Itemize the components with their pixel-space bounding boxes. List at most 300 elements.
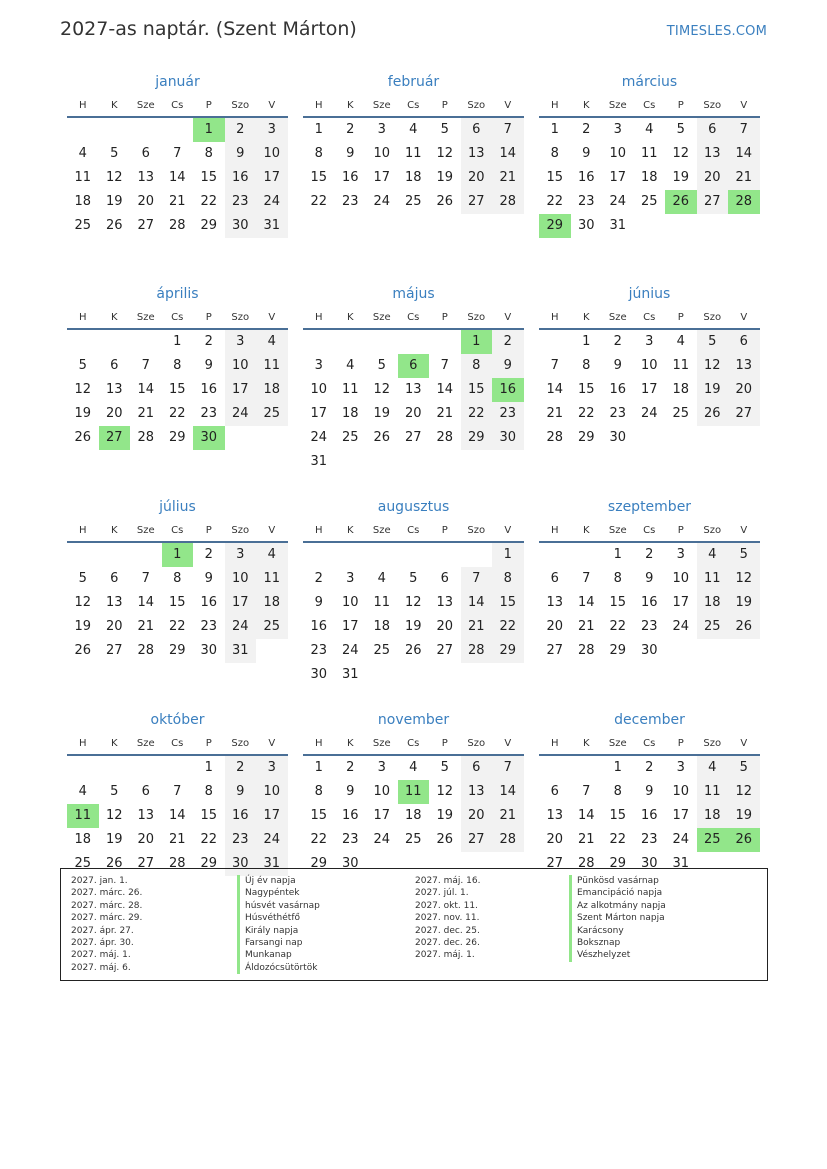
month-name: május: [392, 286, 435, 302]
day-cell: 17: [341, 619, 359, 634]
day-cell: 18: [404, 170, 422, 185]
holiday-day-cell: 1: [162, 543, 194, 567]
day-cell: 20: [697, 166, 729, 190]
day-cell: 3: [676, 760, 685, 775]
weekday-label: Cs: [171, 100, 184, 111]
day-cell: 16: [640, 808, 658, 823]
day-blank: [99, 543, 131, 567]
day-cell: 24: [310, 430, 328, 445]
day-cell: 25: [697, 615, 729, 639]
day-cell: 30: [310, 667, 328, 682]
month-name: február: [387, 74, 440, 90]
day-cell: 27: [546, 643, 564, 658]
day-cell: 26: [728, 615, 760, 639]
day-cell: 13: [728, 354, 760, 378]
weekday-label: Cs: [407, 312, 420, 323]
weekday-label: V: [504, 312, 512, 323]
day-cell: 16: [225, 166, 257, 190]
day-blank: [67, 756, 99, 780]
day-cell: 11: [697, 567, 729, 591]
weekday-label: Cs: [643, 738, 656, 749]
day-cell: 2: [346, 122, 355, 137]
day-cell: 27: [461, 828, 493, 852]
month-name: március: [621, 74, 678, 90]
day-cell: 5: [78, 571, 87, 586]
day-cell: 18: [640, 170, 658, 185]
day-cell: 1: [550, 122, 559, 137]
day-blank: [67, 330, 99, 354]
weekday-label: V: [268, 738, 276, 749]
day-cell: 11: [640, 146, 658, 161]
weekday-label: P: [677, 312, 684, 323]
day-cell: 28: [461, 639, 493, 663]
day-cell: 22: [546, 194, 564, 209]
day-cell: 20: [546, 619, 564, 634]
day-blank: [67, 118, 99, 142]
month-3: [67, 284, 288, 497]
day-cell: 3: [225, 543, 257, 567]
legend-holiday-name: Vészhelyzet: [569, 949, 666, 961]
day-cell: 13: [105, 382, 123, 397]
day-cell: 9: [225, 142, 257, 166]
day-cell: 7: [461, 567, 493, 591]
day-cell: 31: [310, 454, 328, 469]
weekday-header: [67, 94, 288, 118]
day-cell: 19: [436, 808, 454, 823]
weekday-label: P: [677, 100, 684, 111]
weekday-label: K: [346, 312, 354, 323]
day-cell: 28: [137, 430, 155, 445]
month-row: [67, 72, 760, 284]
weekday-label: Cs: [171, 738, 184, 749]
holiday-day-cell: 6: [398, 354, 430, 378]
day-cell: 29: [200, 856, 218, 871]
day-cell: 22: [310, 194, 328, 209]
day-cell: 9: [492, 354, 524, 378]
legend-holiday-name: Farsangi nap: [237, 937, 320, 949]
day-cell: 27: [697, 190, 729, 214]
day-cell: 2: [346, 760, 355, 775]
day-cell: 7: [728, 118, 760, 142]
day-cell: 15: [461, 378, 493, 402]
weekday-label: V: [740, 100, 748, 111]
day-blank: [162, 118, 194, 142]
month-7: [303, 497, 524, 710]
weekday-label: K: [582, 312, 590, 323]
weekday-label: Szo: [231, 100, 250, 111]
day-cell: 22: [168, 619, 186, 634]
day-cell: 12: [436, 146, 454, 161]
weekday-label: K: [110, 525, 118, 536]
day-cell: 16: [609, 382, 627, 397]
weekday-label: Szo: [703, 738, 722, 749]
weekday-label: P: [441, 525, 448, 536]
day-cell: 15: [168, 595, 186, 610]
day-cell: 15: [492, 591, 524, 615]
day-cell: 14: [436, 382, 454, 397]
day-cell: 30: [577, 218, 595, 233]
day-cell: 20: [436, 619, 454, 634]
day-cell: 2: [492, 330, 524, 354]
day-cell: 26: [74, 430, 92, 445]
day-cell: 10: [640, 358, 658, 373]
day-blank: [398, 330, 430, 354]
weekday-label: H: [550, 312, 559, 323]
weekday-label: Szo: [467, 738, 486, 749]
day-cell: 8: [550, 146, 559, 161]
day-blank: [162, 756, 194, 780]
day-cell: 3: [256, 756, 288, 780]
month-name: április: [156, 286, 199, 302]
day-cell: 13: [404, 382, 422, 397]
day-cell: 6: [141, 146, 150, 161]
month-name: augusztus: [377, 499, 450, 515]
day-cell: 31: [256, 214, 288, 238]
day-cell: 27: [404, 430, 422, 445]
day-cell: 28: [168, 856, 186, 871]
day-cell: 10: [225, 567, 257, 591]
day-cell: 2: [613, 334, 622, 349]
weekday-label: H: [314, 525, 323, 536]
day-cell: 2: [314, 571, 323, 586]
day-cell: 19: [373, 406, 391, 421]
day-cell: 12: [728, 567, 760, 591]
calendar-grid: [67, 72, 760, 922]
day-cell: 17: [310, 406, 328, 421]
day-blank: [130, 756, 162, 780]
day-cell: 11: [373, 595, 391, 610]
day-cell: 1: [173, 334, 182, 349]
legend-names-left: [237, 875, 320, 974]
weekday-label: K: [582, 738, 590, 749]
day-cell: 12: [373, 382, 391, 397]
day-blank: [303, 330, 335, 354]
day-cell: 31: [341, 667, 359, 682]
day-cell: 27: [105, 643, 123, 658]
day-cell: 7: [492, 118, 524, 142]
day-cell: 5: [697, 330, 729, 354]
day-cell: 5: [409, 571, 418, 586]
day-blank: [335, 330, 367, 354]
weekday-label: Sze: [372, 738, 391, 749]
day-cell: 7: [173, 784, 182, 799]
weekday-label: Cs: [407, 525, 420, 536]
legend-holiday-name: Boksznap: [569, 937, 666, 949]
weekday-label: P: [205, 738, 212, 749]
day-cell: 8: [314, 784, 323, 799]
day-cell: 17: [609, 170, 627, 185]
site-link[interactable]: TIMESLES.COM: [666, 24, 767, 39]
day-cell: 9: [645, 571, 654, 586]
day-cell: 13: [105, 595, 123, 610]
weekday-label: Cs: [171, 525, 184, 536]
day-cell: 24: [373, 832, 391, 847]
day-grid: [539, 543, 760, 663]
legend-date: 2027. márc. 28.: [71, 900, 143, 911]
day-grid: [303, 330, 524, 474]
day-cell: 12: [697, 354, 729, 378]
day-cell: 2: [225, 756, 257, 780]
day-cell: 27: [436, 643, 454, 658]
day-cell: 9: [314, 595, 323, 610]
day-cell: 29: [168, 643, 186, 658]
day-cell: 15: [310, 170, 328, 185]
weekday-label: V: [504, 738, 512, 749]
day-cell: 24: [672, 832, 690, 847]
weekday-label: P: [205, 525, 212, 536]
day-cell: 22: [492, 615, 524, 639]
day-cell: 3: [613, 122, 622, 137]
day-cell: 26: [105, 856, 123, 871]
day-blank: [539, 330, 571, 354]
day-cell: 4: [645, 122, 654, 137]
day-cell: 11: [256, 354, 288, 378]
weekday-label: Cs: [643, 312, 656, 323]
day-cell: 27: [546, 856, 564, 871]
day-cell: 21: [461, 615, 493, 639]
weekday-label: Szo: [703, 525, 722, 536]
weekday-label: V: [268, 525, 276, 536]
day-cell: 13: [546, 595, 564, 610]
day-cell: 7: [141, 358, 150, 373]
day-cell: 22: [577, 406, 595, 421]
day-cell: 30: [200, 643, 218, 658]
day-cell: 10: [310, 382, 328, 397]
day-cell: 10: [256, 780, 288, 804]
day-cell: 31: [672, 856, 690, 871]
legend-date: 2027. ápr. 30.: [71, 937, 134, 948]
day-grid: [303, 543, 524, 687]
day-cell: 29: [492, 639, 524, 663]
day-cell: 6: [110, 571, 119, 586]
day-cell: 9: [645, 784, 654, 799]
day-cell: 28: [577, 856, 595, 871]
weekday-label: V: [268, 100, 276, 111]
day-cell: 14: [577, 808, 595, 823]
weekday-label: K: [346, 100, 354, 111]
day-grid: [67, 543, 288, 663]
day-cell: 4: [256, 330, 288, 354]
weekday-label: H: [314, 100, 323, 111]
legend-holiday-name: Emancipáció napja: [569, 887, 666, 899]
day-cell: 10: [225, 354, 257, 378]
weekday-label: Cs: [643, 525, 656, 536]
day-cell: 9: [204, 571, 213, 586]
day-cell: 18: [697, 804, 729, 828]
legend-date: 2027. nov. 11.: [415, 913, 480, 924]
day-cell: 26: [697, 402, 729, 426]
day-cell: 18: [341, 406, 359, 421]
day-cell: 20: [461, 804, 493, 828]
day-cell: 8: [613, 571, 622, 586]
weekday-header: [67, 732, 288, 756]
day-cell: 21: [577, 832, 595, 847]
day-cell: 17: [256, 804, 288, 828]
day-cell: 29: [461, 426, 493, 450]
day-cell: 25: [256, 402, 288, 426]
day-cell: 16: [225, 804, 257, 828]
day-cell: 10: [672, 571, 690, 586]
legend-holiday-name: Szent Márton napja: [569, 912, 666, 924]
day-cell: 23: [341, 194, 359, 209]
day-cell: 1: [582, 334, 591, 349]
day-cell: 19: [697, 378, 729, 402]
weekday-header: [303, 732, 524, 756]
day-grid: [303, 756, 524, 876]
day-cell: 28: [436, 430, 454, 445]
day-blank: [130, 118, 162, 142]
day-cell: 26: [74, 643, 92, 658]
day-blank: [67, 543, 99, 567]
weekday-label: Sze: [136, 525, 155, 536]
holiday-day-cell: 1: [461, 330, 493, 354]
day-cell: 5: [728, 543, 760, 567]
day-cell: 8: [314, 146, 323, 161]
day-cell: 3: [676, 547, 685, 562]
holiday-day-cell: 1: [193, 118, 225, 142]
day-cell: 12: [436, 784, 454, 799]
weekday-label: H: [78, 525, 87, 536]
day-cell: 22: [168, 406, 186, 421]
weekday-label: Szo: [467, 312, 486, 323]
day-cell: 11: [672, 358, 690, 373]
day-cell: 1: [613, 760, 622, 775]
weekday-label: Sze: [136, 100, 155, 111]
month-8: [539, 497, 760, 710]
day-cell: 18: [74, 194, 92, 209]
day-cell: 9: [346, 146, 355, 161]
weekday-label: Sze: [136, 312, 155, 323]
day-cell: 16: [310, 619, 328, 634]
day-cell: 14: [492, 142, 524, 166]
day-cell: 8: [204, 146, 213, 161]
day-cell: 12: [105, 170, 123, 185]
legend-dates-right: [415, 875, 480, 962]
day-cell: 30: [640, 643, 658, 658]
day-cell: 17: [225, 591, 257, 615]
day-cell: 14: [546, 382, 564, 397]
day-cell: 1: [492, 543, 524, 567]
weekday-label: Sze: [608, 738, 627, 749]
day-cell: 22: [609, 619, 627, 634]
day-cell: 27: [728, 402, 760, 426]
day-grid: [67, 118, 288, 238]
day-cell: 2: [204, 547, 213, 562]
day-cell: 13: [461, 780, 493, 804]
month-2: [539, 72, 760, 284]
day-cell: 30: [609, 430, 627, 445]
day-cell: 16: [200, 595, 218, 610]
day-cell: 29: [310, 856, 328, 871]
day-cell: 24: [672, 619, 690, 634]
weekday-header: [67, 519, 288, 543]
weekday-label: H: [314, 312, 323, 323]
day-cell: 17: [373, 808, 391, 823]
day-cell: 2: [225, 118, 257, 142]
day-cell: 19: [436, 170, 454, 185]
day-cell: 29: [168, 430, 186, 445]
weekday-label: Szo: [231, 312, 250, 323]
day-cell: 8: [173, 571, 182, 586]
day-cell: 10: [609, 146, 627, 161]
day-cell: 8: [173, 358, 182, 373]
day-cell: 21: [546, 406, 564, 421]
holiday-day-cell: 30: [193, 426, 225, 450]
page-title: 2027-as naptár. (Szent Márton): [60, 18, 357, 40]
day-cell: 24: [225, 402, 257, 426]
day-cell: 4: [409, 122, 418, 137]
day-blank: [99, 330, 131, 354]
day-cell: 20: [461, 166, 493, 190]
holiday-day-cell: 16: [492, 378, 524, 402]
day-cell: 14: [137, 595, 155, 610]
day-cell: 14: [577, 595, 595, 610]
legend-names-right: [569, 875, 666, 962]
weekday-label: Szo: [231, 738, 250, 749]
day-cell: 9: [613, 358, 622, 373]
day-cell: 25: [74, 218, 92, 233]
weekday-label: Szo: [703, 312, 722, 323]
day-cell: 2: [645, 547, 654, 562]
day-blank: [130, 330, 162, 354]
day-cell: 15: [168, 382, 186, 397]
day-cell: 18: [256, 378, 288, 402]
weekday-label: V: [740, 312, 748, 323]
day-cell: 4: [697, 543, 729, 567]
day-cell: 19: [728, 591, 760, 615]
day-cell: 16: [640, 595, 658, 610]
holiday-day-cell: 11: [67, 804, 99, 828]
day-cell: 20: [105, 619, 123, 634]
day-cell: 27: [137, 218, 155, 233]
day-cell: 15: [609, 595, 627, 610]
weekday-label: Sze: [608, 312, 627, 323]
day-cell: 11: [256, 567, 288, 591]
day-cell: 13: [461, 142, 493, 166]
day-cell: 26: [373, 430, 391, 445]
weekday-label: P: [441, 738, 448, 749]
day-cell: 5: [110, 784, 119, 799]
day-cell: 29: [200, 218, 218, 233]
day-cell: 4: [409, 760, 418, 775]
day-cell: 26: [436, 832, 454, 847]
month-name: november: [377, 712, 450, 728]
day-cell: 19: [105, 194, 123, 209]
day-cell: 28: [577, 643, 595, 658]
day-cell: 10: [672, 784, 690, 799]
day-cell: 24: [256, 190, 288, 214]
weekday-header: [539, 306, 760, 330]
weekday-header: [303, 306, 524, 330]
day-cell: 17: [640, 382, 658, 397]
day-grid: [539, 118, 760, 238]
weekday-label: V: [740, 738, 748, 749]
day-blank: [539, 756, 571, 780]
weekday-label: P: [205, 312, 212, 323]
month-6: [67, 497, 288, 710]
day-cell: 19: [105, 832, 123, 847]
day-cell: 26: [404, 643, 422, 658]
day-cell: 22: [609, 832, 627, 847]
day-cell: 18: [672, 382, 690, 397]
weekday-label: K: [110, 738, 118, 749]
day-cell: 21: [492, 804, 524, 828]
day-blank: [571, 756, 603, 780]
day-cell: 19: [74, 619, 92, 634]
month-5: [539, 284, 760, 497]
holiday-day-cell: 11: [398, 780, 430, 804]
day-cell: 17: [672, 595, 690, 610]
